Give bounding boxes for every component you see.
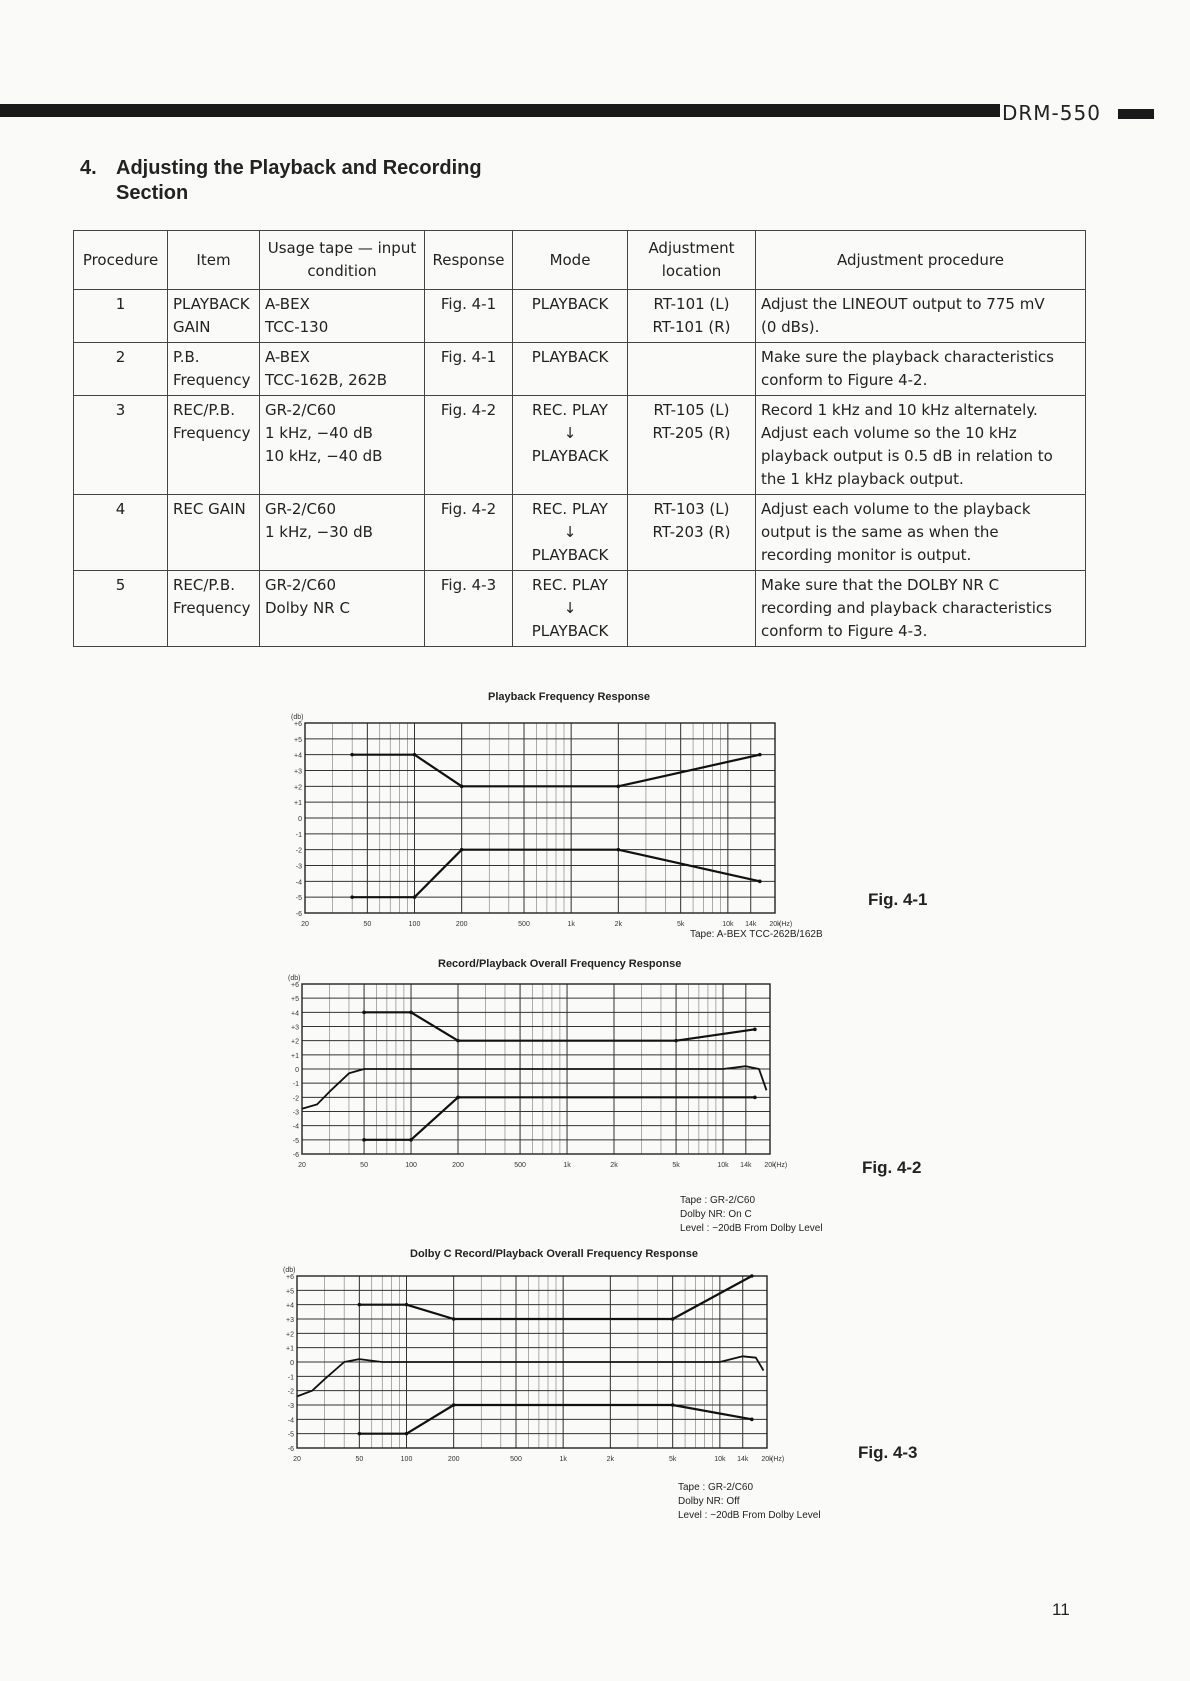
cell-adjustment-location [628, 290, 756, 343]
data-point [460, 848, 464, 852]
y-tick-label: +4 [291, 1010, 299, 1018]
y-tick-label: +2 [291, 1038, 299, 1046]
y-tick-label: +6 [291, 982, 299, 989]
x-tick-label: 20k [769, 921, 781, 928]
x-tick-label: 1k [567, 921, 575, 928]
cell-adjustment-procedure-line: the 1 kHz playback output. [761, 470, 964, 488]
x-tick-label: 2k [610, 1162, 618, 1169]
cell-item [168, 290, 260, 343]
cell-response: Fig. 4-2 [425, 396, 513, 495]
y-tick-label: +2 [294, 784, 302, 792]
x-tick-label: 10k [722, 921, 734, 928]
col-header-adjustment-location: Adjustment location [628, 231, 756, 290]
series-line-upper-limit [359, 1276, 752, 1319]
cell-mode [513, 495, 628, 571]
cell-item-line: P.B. [173, 348, 200, 366]
y-tick-label: -3 [287, 1403, 294, 1410]
model-name: DRM-550 [1002, 101, 1101, 125]
y-tick-label: -2 [295, 847, 302, 855]
cell-adjustment-procedure-line: Make sure that the DOLBY NR C [761, 576, 1000, 594]
y-tick-label: +1 [286, 1345, 294, 1353]
y-tick-label: 0 [295, 1067, 299, 1074]
data-point [413, 753, 417, 757]
cell-usage-tape [260, 343, 425, 396]
data-point [362, 1011, 366, 1015]
chart-fig4-3 [285, 1262, 845, 1492]
cell-item [168, 495, 260, 571]
chart-note-fig4-1 [690, 928, 823, 942]
cell-adjustment-procedure-line: (0 dBs). [761, 318, 820, 336]
y-tick-label: -6 [287, 1446, 294, 1453]
cell-item-line: Frequency [173, 599, 251, 617]
chart-fig4-1 [291, 705, 855, 945]
x-tick-label: 200 [447, 1456, 460, 1463]
x-tick-label: 500 [510, 1456, 522, 1463]
chart-note-line: Tape : GR-2/C60 [678, 1482, 754, 1493]
cell-usage-tape [260, 396, 425, 495]
x-tick-label: 500 [514, 1162, 526, 1169]
x-tick-label: 1k [563, 1162, 571, 1169]
section-title [80, 156, 482, 206]
x-tick-label: 100 [408, 921, 421, 928]
cell-adjustment-location-line: RT-101 (R) [652, 318, 731, 336]
cell-mode-line: REC. PLAY [532, 500, 608, 518]
cell-response: Fig. 4-3 [425, 571, 513, 647]
data-point [456, 1039, 460, 1043]
y-tick-label: -4 [295, 879, 302, 887]
cell-item-line: Frequency [173, 424, 251, 442]
cell-usage-tape [260, 290, 425, 343]
data-point [452, 1403, 456, 1407]
cell-procedure: 4 [74, 495, 168, 571]
cell-usage-tape [260, 571, 425, 647]
y-tick-label: 0 [298, 816, 302, 823]
cell-adjustment-procedure [756, 290, 1086, 343]
y-tick-label: +4 [286, 1302, 294, 1310]
y-tick-label: +1 [291, 1052, 299, 1060]
data-point [350, 753, 354, 757]
cell-usage-tape-line: TCC-130 [265, 318, 329, 336]
data-point [456, 1096, 460, 1100]
cell-procedure: 2 [74, 343, 168, 396]
data-point [405, 1432, 409, 1436]
x-tick-label: 5k [676, 921, 685, 928]
cell-usage-tape-line: GR-2/C60 [265, 401, 337, 419]
series-line-typical [302, 1066, 767, 1109]
table-header-row [74, 231, 1086, 290]
y-tick-label: -3 [292, 1109, 299, 1117]
x-axis-label: (Hz) [771, 1456, 785, 1463]
chart-note-line: Level : −20dB From Dolby Level [680, 1223, 823, 1234]
x-tick-label: 50 [360, 1162, 368, 1169]
x-tick-label: 5k [668, 1456, 677, 1463]
data-point [413, 895, 417, 899]
x-tick-label: 20k [761, 1456, 773, 1463]
table-row [74, 495, 1086, 571]
cell-response: Fig. 4-1 [425, 343, 513, 396]
x-tick-label: 100 [400, 1456, 413, 1463]
cell-usage-tape-line: 10 kHz, −40 dB [265, 447, 383, 465]
chart-note-line: Tape: A-BEX TCC-262B/162B [690, 929, 823, 940]
cell-adjustment-procedure [756, 343, 1086, 396]
data-point [350, 895, 354, 899]
chart-note-line: Tape : GR-2/C60 [680, 1195, 756, 1206]
cell-mode-line: PLAYBACK [531, 546, 609, 564]
cell-usage-tape-line: GR-2/C60 [265, 500, 337, 518]
cell-mode-line: ↓ [563, 523, 577, 541]
table-row [74, 571, 1086, 647]
header-rule-end [1118, 109, 1154, 119]
cell-usage-tape-line: A-BEX [265, 348, 310, 366]
cell-mode [513, 571, 628, 647]
cell-mode-line: PLAYBACK [531, 622, 609, 640]
y-tick-label: -1 [295, 831, 302, 839]
cell-adjustment-location-line: RT-203 (R) [652, 523, 731, 541]
chart-note-line: Level : −20dB From Dolby Level [678, 1510, 821, 1521]
cell-adjustment-location [628, 343, 756, 396]
y-tick-label: +2 [286, 1331, 294, 1339]
cell-mode-line: PLAYBACK [531, 447, 609, 465]
cell-usage-tape-line: 1 kHz, −40 dB [265, 424, 373, 442]
cell-mode-line: PLAYBACK [531, 295, 609, 313]
y-tick-label: +5 [291, 996, 299, 1004]
cell-adjustment-procedure-line: recording and playback characteristics [761, 599, 1052, 617]
col-header-usage-tape: Usage tape — input condition [260, 231, 425, 290]
cell-adjustment-location-line: RT-101 (L) [653, 295, 730, 313]
data-point [409, 1011, 413, 1015]
y-tick-label: -6 [295, 911, 302, 918]
cell-adjustment-location [628, 571, 756, 647]
y-tick-label: +4 [294, 752, 302, 760]
y-tick-label: -1 [292, 1081, 299, 1089]
adjustment-table [73, 230, 1086, 647]
cell-adjustment-location [628, 495, 756, 571]
col-header-procedure: Procedure [74, 231, 168, 290]
cell-adjustment-procedure-line: Make sure the playback characteristics [761, 348, 1054, 366]
col-header-mode: Mode [513, 231, 628, 290]
y-tick-label: -3 [295, 863, 302, 871]
figure-label-4-2: Fig. 4-2 [862, 1158, 922, 1177]
chart-note-fig4-2 [680, 1194, 823, 1236]
cell-adjustment-location-line: RT-103 (L) [653, 500, 730, 518]
data-point [750, 1418, 754, 1422]
cell-mode-line: ↓ [563, 424, 577, 442]
cell-item-line: GAIN [173, 318, 211, 336]
cell-item [168, 571, 260, 647]
y-axis-label: (db) [283, 1267, 296, 1274]
data-point [452, 1317, 456, 1321]
y-tick-label: +6 [294, 721, 302, 728]
x-tick-label: 20 [301, 921, 309, 928]
chart-note-line: Dolby NR: Off [678, 1496, 740, 1507]
y-tick-label: -5 [292, 1137, 299, 1145]
data-point [358, 1303, 362, 1307]
figure-label-4-1: Fig. 4-1 [868, 890, 928, 909]
chart-title-fig4-2: Record/Playback Overall Frequency Response [438, 958, 682, 970]
cell-adjustment-procedure [756, 571, 1086, 647]
x-axis-label: (Hz) [779, 921, 793, 928]
data-point [460, 785, 464, 789]
cell-procedure: 5 [74, 571, 168, 647]
chart-title-fig4-3: Dolby C Record/Playback Overall Frequency Response [410, 1248, 698, 1260]
y-tick-label: +3 [294, 768, 302, 776]
cell-adjustment-procedure-line: Adjust each volume to the playback [761, 500, 1031, 518]
cell-item-line: PLAYBACK [173, 295, 250, 313]
cell-mode-line: REC. PLAY [532, 401, 608, 419]
figure-label-4-3: Fig. 4-3 [858, 1443, 918, 1462]
y-tick-label: +3 [286, 1317, 294, 1324]
data-point [758, 753, 762, 757]
x-tick-label: 500 [518, 921, 530, 928]
cell-adjustment-procedure-line: output is the same as when the [761, 523, 999, 541]
cell-mode-line: REC. PLAY [532, 576, 608, 594]
chart-title-fig4-1: Playback Frequency Response [488, 691, 651, 703]
col-header-item: Item [168, 231, 260, 290]
data-point [671, 1403, 675, 1407]
cell-adjustment-procedure [756, 495, 1086, 571]
cell-usage-tape-line: Dolby NR C [265, 599, 350, 617]
data-point [405, 1303, 409, 1307]
data-point [409, 1138, 413, 1142]
y-tick-label: -6 [292, 1152, 299, 1159]
table-body [74, 290, 1086, 647]
col-header-response: Response [425, 231, 513, 290]
cell-item-line: Frequency [173, 371, 251, 389]
cell-adjustment-procedure-line: Adjust the LINEOUT output to 775 mV [761, 295, 1045, 313]
cell-adjustment-procedure-line: conform to Figure 4-3. [761, 622, 928, 640]
chart-fig4-2 [290, 972, 850, 1197]
cell-item-line: REC GAIN [173, 500, 246, 518]
cell-item [168, 343, 260, 396]
x-tick-label: 100 [405, 1162, 417, 1169]
y-tick-label: -4 [292, 1123, 299, 1131]
cell-item-line: REC/P.B. [173, 576, 235, 594]
y-tick-label: -5 [287, 1431, 294, 1439]
section-title-line2: Section [116, 182, 189, 204]
cell-usage-tape-line: TCC-162B, 262B [265, 371, 388, 389]
x-tick-label: 10k [717, 1162, 729, 1169]
cell-mode-line: ↓ [563, 599, 577, 617]
x-tick-label: 20k [764, 1162, 776, 1169]
y-axis-label: (db) [291, 714, 304, 721]
cell-adjustment-procedure-line: Adjust each volume so the 10 kHz [761, 424, 1017, 442]
cell-adjustment-procedure [756, 396, 1086, 495]
y-tick-label: -4 [287, 1417, 294, 1425]
x-tick-label: 2k [606, 1456, 615, 1463]
cell-item-line: REC/P.B. [173, 401, 235, 419]
y-tick-label: -2 [287, 1388, 294, 1396]
data-point [617, 848, 621, 852]
data-point [617, 785, 621, 789]
cell-mode [513, 343, 628, 396]
cell-mode [513, 290, 628, 343]
x-tick-label: 20 [298, 1162, 306, 1169]
data-point [362, 1138, 366, 1142]
x-tick-label: 2k [614, 921, 623, 928]
cell-procedure: 3 [74, 396, 168, 495]
table-row [74, 343, 1086, 396]
cell-response: Fig. 4-2 [425, 495, 513, 571]
y-tick-label: 0 [290, 1360, 294, 1367]
x-tick-label: 50 [355, 1456, 364, 1463]
cell-procedure: 1 [74, 290, 168, 343]
section-number: 4. [80, 157, 97, 179]
series-line-lower-limit [364, 1097, 755, 1140]
x-tick-label: 200 [455, 921, 468, 928]
table-row [74, 396, 1086, 495]
x-tick-label: 1k [559, 1456, 567, 1463]
x-tick-label: 10k [714, 1456, 726, 1463]
y-tick-label: +5 [286, 1288, 294, 1296]
table-row [74, 290, 1086, 343]
y-tick-label: -1 [287, 1374, 294, 1382]
cell-usage-tape-line: A-BEX [265, 295, 310, 313]
y-tick-label: +5 [294, 736, 302, 744]
y-tick-label: -5 [295, 895, 302, 903]
page-number: 11 [1052, 1600, 1070, 1619]
y-tick-label: +6 [286, 1274, 294, 1281]
cell-usage-tape-line: 1 kHz, −30 dB [265, 523, 373, 541]
y-tick-label: +3 [291, 1024, 299, 1032]
cell-adjustment-procedure-line: conform to Figure 4-2. [761, 371, 928, 389]
x-axis-label: (Hz) [774, 1162, 788, 1169]
data-point [758, 880, 762, 884]
cell-usage-tape-line: GR-2/C60 [265, 576, 337, 594]
cell-mode-line: PLAYBACK [531, 348, 609, 366]
cell-usage-tape [260, 495, 425, 571]
x-tick-label: 14k [737, 1456, 749, 1463]
section-title-line1: Adjusting the Playback and Recording [116, 157, 482, 179]
y-axis-label: (db) [288, 975, 301, 982]
chart-note-fig4-3 [678, 1481, 821, 1523]
cell-mode [513, 396, 628, 495]
data-point [753, 1028, 757, 1032]
x-tick-label: 14k [745, 921, 757, 928]
y-tick-label: -2 [292, 1095, 299, 1103]
cell-adjustment-procedure-line: Record 1 kHz and 10 kHz alternately. [761, 401, 1038, 419]
cell-adjustment-procedure-line: playback output is 0.5 dB in relation to [761, 447, 1053, 465]
cell-response: Fig. 4-1 [425, 290, 513, 343]
data-point [674, 1039, 678, 1043]
x-tick-label: 200 [452, 1162, 464, 1169]
data-point [358, 1432, 362, 1436]
cell-adjustment-location-line: RT-205 (R) [652, 424, 731, 442]
data-point [671, 1317, 675, 1321]
cell-item [168, 396, 260, 495]
data-point [750, 1274, 754, 1278]
cell-adjustment-procedure-line: recording monitor is output. [761, 546, 972, 564]
x-tick-label: 50 [363, 921, 372, 928]
x-tick-label: 14k [740, 1162, 752, 1169]
chart-note-line: Dolby NR: On C [680, 1209, 752, 1220]
col-header-adjustment-procedure: Adjustment procedure [756, 231, 1086, 290]
x-tick-label: 20 [293, 1456, 301, 1463]
data-point [753, 1096, 757, 1100]
x-tick-label: 5k [672, 1162, 680, 1169]
cell-adjustment-location-line: RT-105 (L) [653, 401, 730, 419]
header-rule [0, 104, 1000, 117]
y-tick-label: +1 [294, 800, 302, 808]
cell-adjustment-location [628, 396, 756, 495]
